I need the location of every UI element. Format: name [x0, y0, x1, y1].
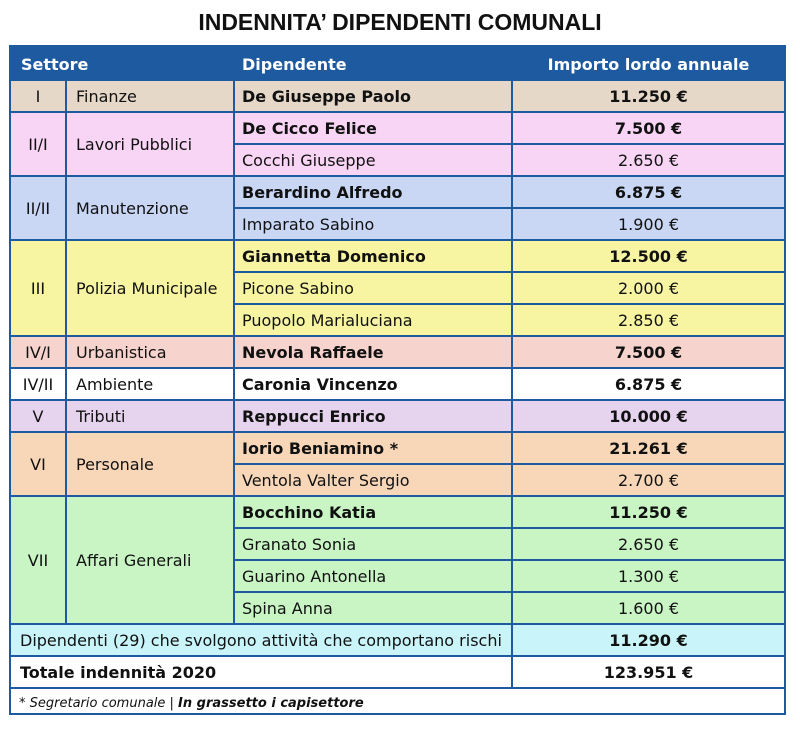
- employee-amount: 2.650 €: [512, 144, 784, 176]
- footnote-secretary: * Segretario comunale |: [19, 695, 179, 711]
- employee-name: Nevola Raffaele: [234, 336, 512, 368]
- sector-name: Ambiente: [66, 368, 234, 400]
- column-header-settore: Settore: [11, 47, 234, 81]
- employee-name: Caronia Vincenzo: [234, 368, 512, 400]
- total-label: Totale indennità 2020: [11, 656, 512, 688]
- sector-name: Polizia Municipale: [66, 240, 234, 336]
- table-row: [11, 368, 784, 400]
- table-row: [11, 112, 784, 144]
- employee-name: Imparato Sabino: [234, 208, 512, 240]
- table-header-row: [11, 47, 784, 81]
- column-header-dipendente: Dipendente: [234, 47, 512, 81]
- employee-name: Puopolo Marialuciana: [234, 304, 512, 336]
- sector-name: Urbanistica: [66, 336, 234, 368]
- employee-name: Iorio Beniamino *: [234, 432, 512, 464]
- footnote: [11, 688, 784, 717]
- employee-amount: 21.261 €: [512, 432, 784, 464]
- sector-number: IV/I: [11, 336, 66, 368]
- table-row: [11, 432, 784, 464]
- sector-name: Manutenzione: [66, 176, 234, 240]
- sector-number: VI: [11, 432, 66, 496]
- risk-row: [11, 624, 784, 656]
- employee-name: De Giuseppe Paolo: [234, 81, 512, 112]
- employee-name: Guarino Antonella: [234, 560, 512, 592]
- employee-amount: 2.650 €: [512, 528, 784, 560]
- employee-name: Berardino Alfredo: [234, 176, 512, 208]
- employee-name: De Cicco Felice: [234, 112, 512, 144]
- table-row: [11, 496, 784, 528]
- sector-number: VII: [11, 496, 66, 624]
- table-row: [11, 81, 784, 112]
- allowances-table-frame: [9, 45, 786, 715]
- risk-amount: 11.290 €: [512, 624, 784, 656]
- risk-label: Dipendenti (29) che svolgono attività che comportano rischi: [11, 624, 512, 656]
- column-header-importo: Importo lordo annuale: [512, 47, 784, 81]
- sector-number: II/I: [11, 112, 66, 176]
- employee-amount: 1.900 €: [512, 208, 784, 240]
- footnote-row: [11, 688, 784, 717]
- employee-name: Ventola Valter Sergio: [234, 464, 512, 496]
- employee-name: Picone Sabino: [234, 272, 512, 304]
- employee-amount: 2.850 €: [512, 304, 784, 336]
- employee-name: Spina Anna: [234, 592, 512, 624]
- employee-amount: 6.875 €: [512, 176, 784, 208]
- allowances-table: [11, 47, 784, 717]
- sector-name: Personale: [66, 432, 234, 496]
- page-title: INDENNITA’ DIPENDENTI COMUNALI: [198, 9, 602, 35]
- sector-number: III: [11, 240, 66, 336]
- footnote-bold-legend: In grassetto i capisettore: [178, 695, 364, 711]
- employee-amount: 7.500 €: [512, 336, 784, 368]
- employee-name: Bocchino Katia: [234, 496, 512, 528]
- sector-number: II/II: [11, 176, 66, 240]
- employee-amount: 2.700 €: [512, 464, 784, 496]
- employee-amount: 10.000 €: [512, 400, 784, 432]
- sector-name: Tributi: [66, 400, 234, 432]
- sector-number: IV/II: [11, 368, 66, 400]
- employee-amount: 1.300 €: [512, 560, 784, 592]
- table-row: [11, 176, 784, 208]
- employee-name: Granato Sonia: [234, 528, 512, 560]
- sector-number: V: [11, 400, 66, 432]
- employee-name: Giannetta Domenico: [234, 240, 512, 272]
- sector-name: Finanze: [66, 81, 234, 112]
- sector-name: Lavori Pubblici: [66, 112, 234, 176]
- employee-amount: 11.250 €: [512, 81, 784, 112]
- sector-number: I: [11, 81, 66, 112]
- employee-name: Cocchi Giuseppe: [234, 144, 512, 176]
- employee-amount: 6.875 €: [512, 368, 784, 400]
- sector-name: Affari Generali: [66, 496, 234, 624]
- total-row: [11, 656, 784, 688]
- employee-name: Reppucci Enrico: [234, 400, 512, 432]
- employee-amount: 1.600 €: [512, 592, 784, 624]
- table-row: [11, 336, 784, 368]
- employee-amount: 11.250 €: [512, 496, 784, 528]
- employee-amount: 7.500 €: [512, 112, 784, 144]
- table-body: [11, 81, 784, 717]
- total-amount: 123.951 €: [512, 656, 784, 688]
- table-row: [11, 240, 784, 272]
- employee-amount: 12.500 €: [512, 240, 784, 272]
- table-row: [11, 400, 784, 432]
- employee-amount: 2.000 €: [512, 272, 784, 304]
